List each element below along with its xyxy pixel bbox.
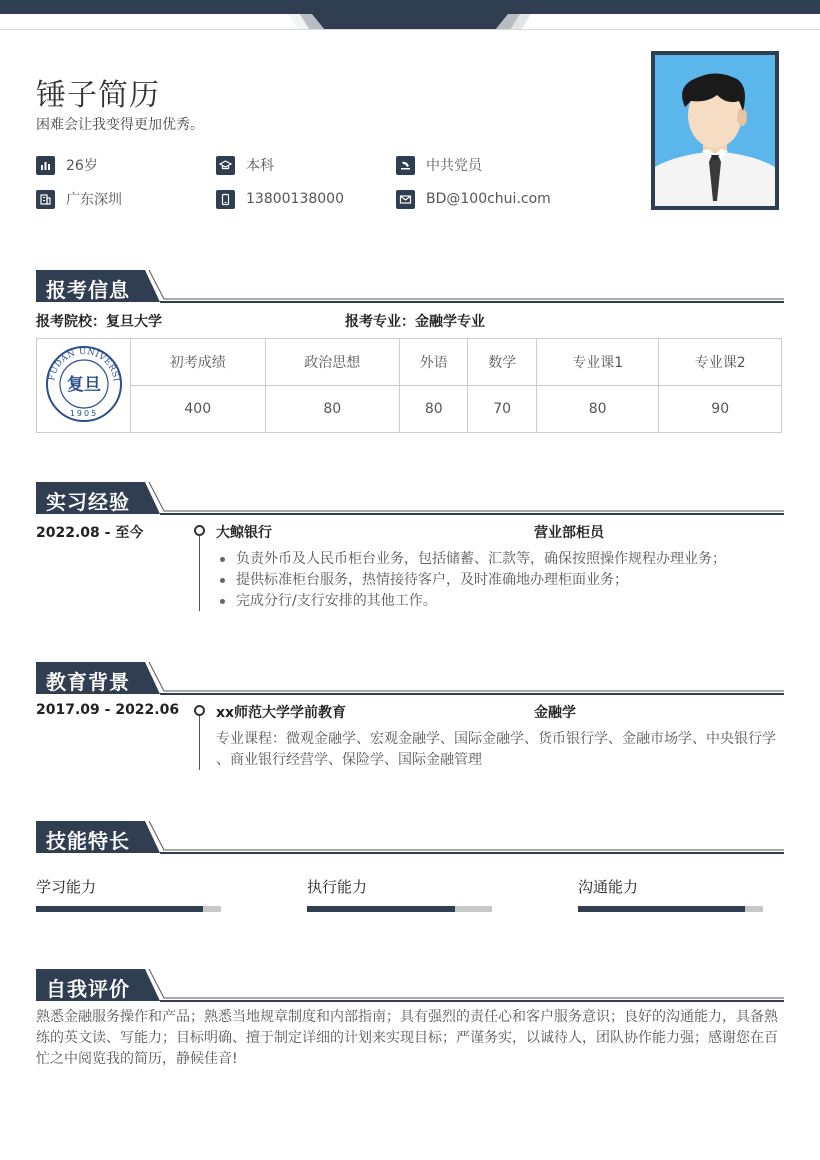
section-internship-title: 实习经验: [46, 490, 130, 514]
section-exam-title: 报考信息: [46, 278, 130, 302]
info-politics: [396, 154, 482, 176]
age-icon: [36, 156, 55, 175]
internship-timeline-line: [199, 530, 200, 611]
score-cell: 80: [536, 386, 659, 433]
list-item: 提供标准柜台服务，热情接待客户，及时准确地办理柜面业务；: [216, 570, 726, 591]
education-courses-line2: 、商业银行经营学、保险学、国际金融管理: [216, 752, 482, 768]
logo-char: 复旦: [66, 374, 101, 395]
education-major: 金融学: [534, 705, 576, 721]
internship-role: 营业部柜员: [534, 525, 604, 541]
section-skills-header: [36, 821, 784, 855]
info-age-value: 26岁: [66, 158, 98, 174]
internship-date: 2022.08 - 至今: [36, 525, 144, 541]
subject-cell: 外语: [400, 339, 468, 386]
info-phone: [216, 188, 344, 210]
subject-cell: 专业课2: [659, 339, 782, 386]
skill-label: 学习能力: [36, 878, 97, 896]
score-value-row: [37, 386, 782, 433]
education-courses-line1: 专业课程：微观金融学、宏观金融学、国际金融学、货币银行学、金融市场学、中央银行学: [216, 731, 776, 747]
subject-cell: 专业课1: [536, 339, 659, 386]
education-date: 2017.09 - 2022.06: [36, 702, 180, 718]
section-tab-shape: [36, 821, 784, 855]
top-decoration: [0, 0, 820, 32]
info-location: [36, 188, 122, 210]
education-timeline-dot: [194, 705, 205, 716]
avatar-illustration: [655, 55, 775, 206]
skill-bar-fill: [578, 906, 745, 912]
section-tab-shape: [36, 662, 784, 696]
internship-company: 大鲸银行: [216, 525, 272, 541]
exam-major: 报考专业：金融学专业: [345, 314, 485, 330]
skill-bar-fill: [36, 906, 203, 912]
skill-bar: [307, 906, 492, 912]
info-age: [36, 154, 98, 176]
section-skills-title: 技能特长: [46, 829, 130, 853]
self-eval-line2: 练的英文读、写能力；目标明确、擅于制定详细的计划来实现目标；严谨务实，以诚待人，团队协作能力强；感谢您在百: [36, 1030, 778, 1046]
skill-bar-fill: [307, 906, 455, 912]
subject-cell: 政治思想: [265, 339, 400, 386]
logo-text: FUDAN UNIVERSI: [46, 346, 121, 382]
university-logo-cell: [37, 339, 131, 433]
list-item: 负责外币及人民币柜台业务，包括储蓄、汇款等，确保按照操作规程办理业务；: [216, 549, 726, 570]
location-icon: [36, 190, 55, 209]
list-item: 完成分行/支行安排的其他工作。: [216, 591, 726, 612]
skill-bar: [578, 906, 763, 912]
score-cell: 80: [400, 386, 468, 433]
info-degree: [216, 154, 274, 176]
politics-icon: [396, 156, 415, 175]
resume-name: 锤子简历: [36, 78, 160, 113]
score-cell: 400: [131, 386, 266, 433]
top-divider: [0, 29, 820, 30]
info-degree-value: 本科: [246, 158, 274, 174]
university-logo: [44, 344, 124, 424]
education-timeline-line: [199, 710, 200, 770]
score-cell: 70: [468, 386, 536, 433]
section-internship-header: [36, 482, 784, 516]
avatar: [651, 51, 779, 210]
skill-bar: [36, 906, 221, 912]
score-cell: 80: [265, 386, 400, 433]
logo-year: 1905: [69, 408, 98, 418]
section-tab-shape: [36, 270, 784, 304]
self-eval-line3: 忙之中阅览我的简历，静候佳音!: [36, 1051, 238, 1067]
info-location-value: 广东深圳: [66, 192, 122, 208]
score-header-row: [37, 339, 782, 386]
email-icon: [396, 190, 415, 209]
self-eval-line1: 熟悉金融服务操作和产品；熟悉当地规章制度和内部指南；具有强烈的责任心和客户服务意识；良好的沟通能力，具备熟: [36, 1009, 778, 1025]
section-tab-shape: [36, 482, 784, 516]
info-phone-value: 13800138000: [246, 191, 344, 207]
info-email: [396, 188, 551, 210]
section-tab-shape: [36, 969, 784, 1003]
section-education-title: 教育背景: [46, 670, 130, 694]
resume-motto: 困难会让我变得更加优秀。: [36, 117, 204, 133]
info-politics-value: 中共党员: [426, 158, 482, 174]
internship-duties: [216, 549, 726, 612]
score-cell: 90: [659, 386, 782, 433]
score-table: [36, 338, 782, 433]
skill-label: 沟通能力: [578, 878, 639, 896]
exam-school: 报考院校：复旦大学: [36, 314, 162, 330]
subject-cell: 初考成绩: [131, 339, 266, 386]
degree-icon: [216, 156, 235, 175]
subject-cell: 数学: [468, 339, 536, 386]
section-self-eval-title: 自我评价: [46, 977, 130, 1001]
section-self-eval-header: [36, 969, 784, 1003]
phone-icon: [216, 190, 235, 209]
internship-timeline-dot: [194, 525, 205, 536]
section-exam-header: [36, 270, 784, 304]
section-education-header: [36, 662, 784, 696]
education-school: xx师范大学学前教育: [216, 705, 347, 721]
skill-label: 执行能力: [307, 878, 368, 896]
info-email-value: BD@100chui.com: [426, 191, 551, 207]
